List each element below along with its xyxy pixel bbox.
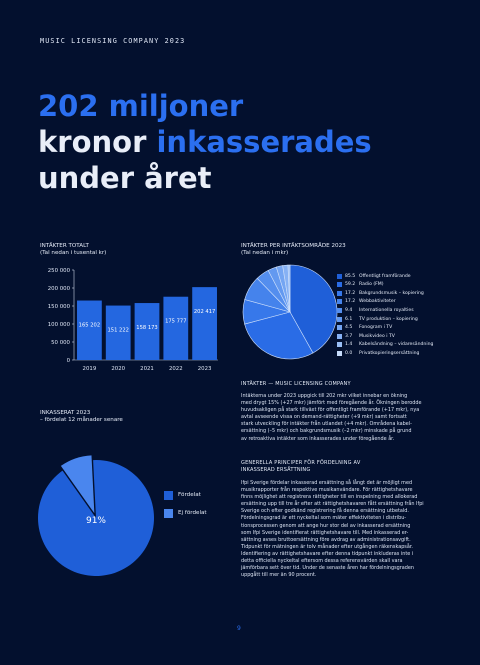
income-area-pie — [240, 262, 340, 362]
text-line: Identifiering av rättighetshavare efter denna tidpunkt inkluderas inte i — [241, 550, 414, 557]
bar-value-label: 151 222 — [107, 327, 129, 334]
text-line: ersättning (–5 mkr) och bakgrundsmusik (–2 mkr) minskade på grund — [241, 428, 412, 435]
legend-swatch — [337, 342, 342, 347]
legend-swatch — [337, 282, 342, 287]
legend-item — [164, 490, 201, 500]
pie-center-label: 91% — [85, 516, 107, 526]
section-principles-title-line-2: INKASSERAD ERSÄTTNING — [241, 467, 311, 473]
income-area-title: INTÄKTER PER INTÄKTSOMRÅDE 2023 — [241, 243, 346, 249]
bar-value-label: 202 417 — [193, 309, 216, 316]
headline-line-2-b: inkasserades — [156, 125, 372, 159]
page-number: 9 — [237, 625, 241, 632]
x-tick-label: 2020 — [111, 366, 126, 372]
text-line: Fördelningsgrad är ett nyckeltal som mäter effektiviteten i distribu- — [241, 515, 407, 522]
legend-swatch — [337, 308, 342, 313]
headline-line-2-a: kronor — [38, 125, 157, 159]
text-line: avtal avseende vissa on demand-rättigheter (+9 mkr) samt fortsatt — [241, 414, 407, 421]
legend-label: Ej fördelat — [178, 510, 207, 516]
legend-item — [337, 341, 433, 349]
income-total-chart — [0, 262, 235, 380]
legend-item — [164, 508, 207, 518]
legend-swatch — [337, 351, 342, 356]
legend-item — [337, 281, 384, 289]
income-total-title: INTÄKTER TOTALT — [40, 243, 89, 249]
text-line: ersättning upp till tre år efter att rättighetshavaren fått ersättning från Ifpi — [241, 501, 424, 508]
text-line: huvudsakligen på stark tillväxt för offentligt framförande (+17 mkr), nya — [241, 407, 420, 414]
legend-value: 9.4 — [345, 307, 353, 313]
text-line: musikrapporter från respektive musikanvändare. För rättighetshavare — [241, 487, 413, 494]
text-line: Intäkterna under 2023 uppgick till 202 mkr vilket innebar en ökning — [241, 393, 408, 399]
legend-label: Internationella royalties — [359, 307, 414, 313]
legend-value: 3.7 — [345, 333, 353, 339]
legend-value: 6.1 — [345, 316, 353, 322]
section-principles-title — [241, 460, 360, 474]
section-income-title: INTÄKTER — MUSIC LICENSING COMPANY — [241, 381, 351, 387]
text-line: sättning avses bruttoersättning före avdrag av administrationsavgift. — [241, 536, 411, 543]
x-tick-label: 2021 — [140, 366, 154, 372]
y-tick-label: 50 000 — [51, 339, 70, 346]
text-line: med drygt 15% (+27 mkr) jämfört med föregående år. Ökningen berodde — [241, 400, 422, 407]
legend-item — [337, 298, 396, 306]
text-line: finns möjlighet att registrera rättigheter till en inspelning med allokerad — [241, 494, 418, 501]
legend-label: Bakgrundsmusik – kopiering — [359, 290, 424, 296]
text-line: Sverige och efter godkänd registrering få denna ersättning utbetald. — [241, 508, 409, 515]
y-tick-label: 250 000 — [47, 267, 70, 274]
text-line: av retroaktiva intäkter som inkasserades under föregående år. — [241, 435, 395, 442]
legend-label: Kabelsändning – vidaresändning — [359, 342, 434, 348]
income-area-subtitle: (Tal nedan i mkr) — [241, 250, 289, 256]
legend-label: Radio (FM) — [359, 282, 384, 288]
text-line: Ifpi Sverige fördelar inkasserad ersättning så långt det är möjligt med — [241, 480, 413, 486]
legend-value: 1.4 — [345, 342, 353, 348]
legend-swatch — [337, 274, 342, 279]
collected-title: INKASSERAT 2023 — [40, 410, 91, 416]
text-line: detta officiella nyckeltal eftersom dessa referensvärden skall vara — [241, 558, 403, 565]
bar-value-label: 165 202 — [78, 322, 101, 329]
section-principles-body — [241, 480, 446, 579]
legend-item — [337, 289, 424, 297]
legend-item — [337, 324, 392, 332]
y-tick-label: 0 — [66, 357, 70, 364]
bar-value-label: 175 777 — [165, 318, 187, 325]
x-tick-label: 2022 — [168, 366, 183, 372]
y-tick-label: 150 000 — [47, 303, 70, 310]
bar — [77, 301, 102, 360]
legend-value: 17.2 — [345, 299, 356, 305]
y-tick-label: 200 000 — [47, 285, 70, 292]
legend-swatch — [337, 299, 342, 304]
headline-line-3: under året — [38, 161, 212, 195]
section-principles-title-line-1: GENERELLA PRINCIPER FÖR FÖRDELNING AV — [241, 460, 361, 466]
legend-swatch — [337, 317, 342, 322]
legend-value: 59.2 — [345, 282, 356, 288]
legend-label: Webbaktiviteter — [359, 299, 396, 305]
legend-label: Offentligt framförande — [359, 273, 411, 279]
y-tick-label: 100 000 — [47, 321, 70, 328]
legend-swatch — [164, 509, 173, 518]
legend-value: 85.5 — [345, 273, 356, 279]
legend-item — [337, 332, 395, 340]
legend-label: Musikvideo i TV — [359, 333, 395, 339]
text-line: som Ifpi Sverige identifierat rättighetshavare till. Med inkasserad er- — [241, 529, 409, 536]
headline-line-2 — [38, 124, 372, 160]
legend-item — [337, 315, 418, 323]
legend-label: Fördelat — [178, 492, 201, 498]
bar — [192, 287, 217, 360]
collected-pie — [36, 436, 161, 598]
bar — [163, 297, 188, 360]
legend-item — [337, 349, 419, 357]
section-income-body — [241, 393, 446, 443]
legend-value: 17.2 — [345, 290, 356, 296]
text-line: tionsprocessen genom att ange hur stor del av inkasserad ersättning — [241, 522, 411, 529]
legend-swatch — [337, 325, 342, 330]
income-total-subtitle: (Tal nedan i tusental kr) — [40, 250, 107, 256]
text-line: Tidpunkt för mätningen är tolv månader efter utgången räkenskapsår. — [241, 543, 413, 550]
x-tick-label: 2019 — [82, 366, 97, 372]
legend-item — [337, 306, 414, 314]
legend-swatch — [164, 491, 173, 500]
bar — [135, 303, 160, 360]
collected-subtitle: – fördelat 12 månader senare — [40, 417, 123, 423]
text-line: jämförbara sett över tid. Under de senaste åren har fördelningsgraden — [241, 565, 414, 572]
legend-value: 4.5 — [345, 325, 353, 331]
headline — [38, 88, 372, 196]
legend-item — [337, 272, 411, 280]
text-line: stark utveckling för intäkter från utlandet (+4 mkr). Områdena kabel- — [241, 421, 412, 428]
report-kicker: MUSIC LICENSING COMPANY 2023 — [40, 37, 186, 45]
x-tick-label: 2023 — [197, 366, 212, 372]
legend-label: Fonogram i TV — [359, 325, 393, 331]
legend-swatch — [337, 334, 342, 339]
bar-value-label: 158 173 — [136, 325, 158, 332]
legend-value: 0.0 — [345, 350, 353, 356]
headline-line-1: 202 miljoner — [38, 89, 244, 123]
collected-heading — [40, 410, 123, 424]
legend-label: TV produktion – kopiering — [359, 316, 418, 322]
legend-swatch — [337, 291, 342, 296]
income-total-heading — [40, 243, 106, 257]
income-area-heading — [241, 243, 346, 257]
legend-label: Privatkopieringsersättning — [359, 350, 420, 356]
text-line: uppgått till mer än 90 procent. — [241, 572, 317, 579]
